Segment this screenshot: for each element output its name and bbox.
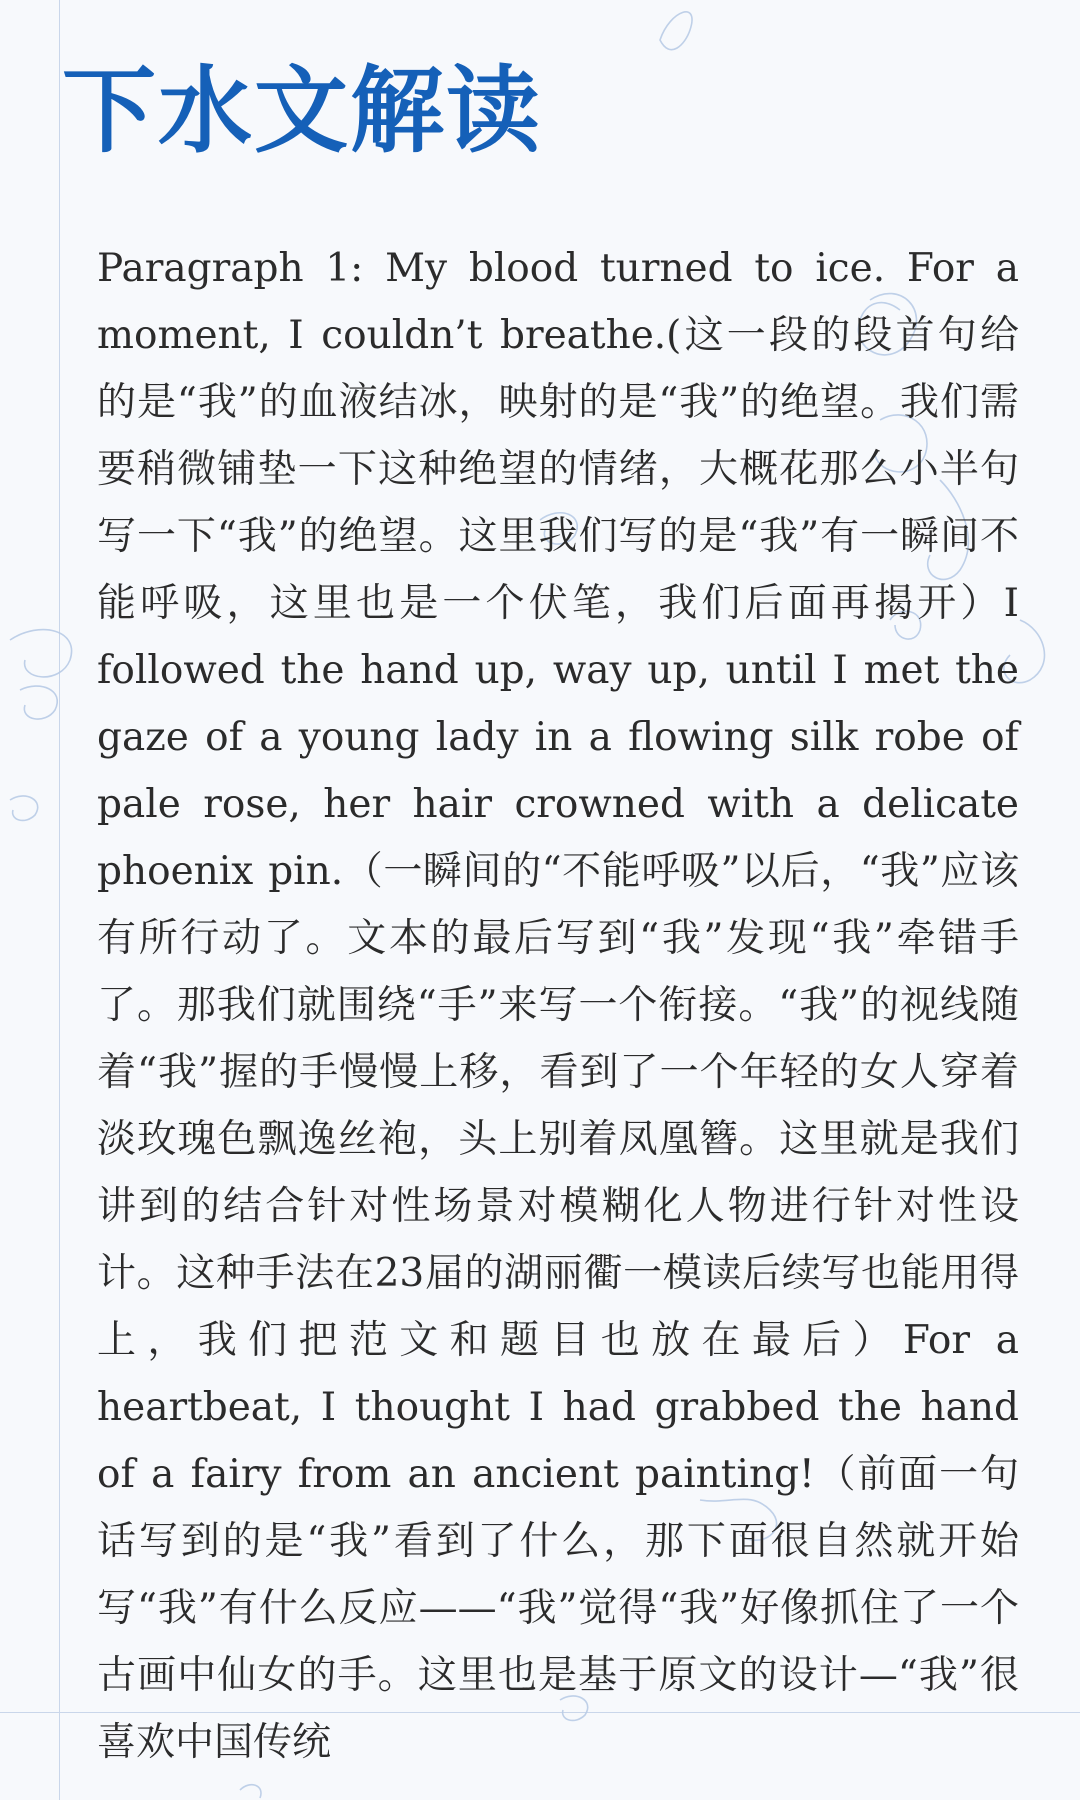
- ornament-cloud-mid-3: [240, 1785, 261, 1798]
- ornament-cloud-top: [660, 12, 692, 50]
- margin-rule-vertical: [59, 0, 60, 1800]
- ornament-cloud-left-3: [10, 796, 38, 820]
- body-paragraph: Paragraph 1: My blood turned to ice. For a moment, I couldn’t breathe.(这一段的段首句给的是“我”的血液结冰，映射的是“我”的绝望。我们需要稍微铺垫一下这种绝望的情绪，大概花那么小半句写一下“我”的绝望。这里我们写的是“我”有一瞬间不能呼吸，这里也是一个伏笔，我们后面再揭开）I followed the hand up, way up, until I met the gaze of a young lady in a flowing silk robe of pale rose, her hair crowned with a delicate phoenix pin.（一瞬间的“不能呼吸”以后，“我”应该有所行动了。文本的最后写到“我”发现“我”牵错手了。那我们就围绕“手”来写一个衔接。“我”的视线随着“我”握的手慢慢上移，看到了一个年轻的女人穿着淡玫瑰色飘逸丝袍，头上别着凤凰簪。这里就是我们讲到的结合针对性场景对模糊化人物进行针对性设计。这种手法在23届的湖丽衢一模读后续写也能用得上，我们把范文和题目也放在最后）For a heartbeat, I thought I had grabbed the hand of a fairy from an ancient painting!（前面一句话写到的是“我”看到了什么，那下面很自然就开始写“我”有什么反应——“我”觉得“我”好像抓住了一个古画中仙女的手。这里也是基于原文的设计—“我”很喜欢中国传统: [97, 246, 1019, 1765]
- page-title: 下水文解读: [62, 57, 543, 166]
- ornament-cloud-left-2: [20, 686, 57, 719]
- ornament-cloud-left-1: [10, 630, 72, 677]
